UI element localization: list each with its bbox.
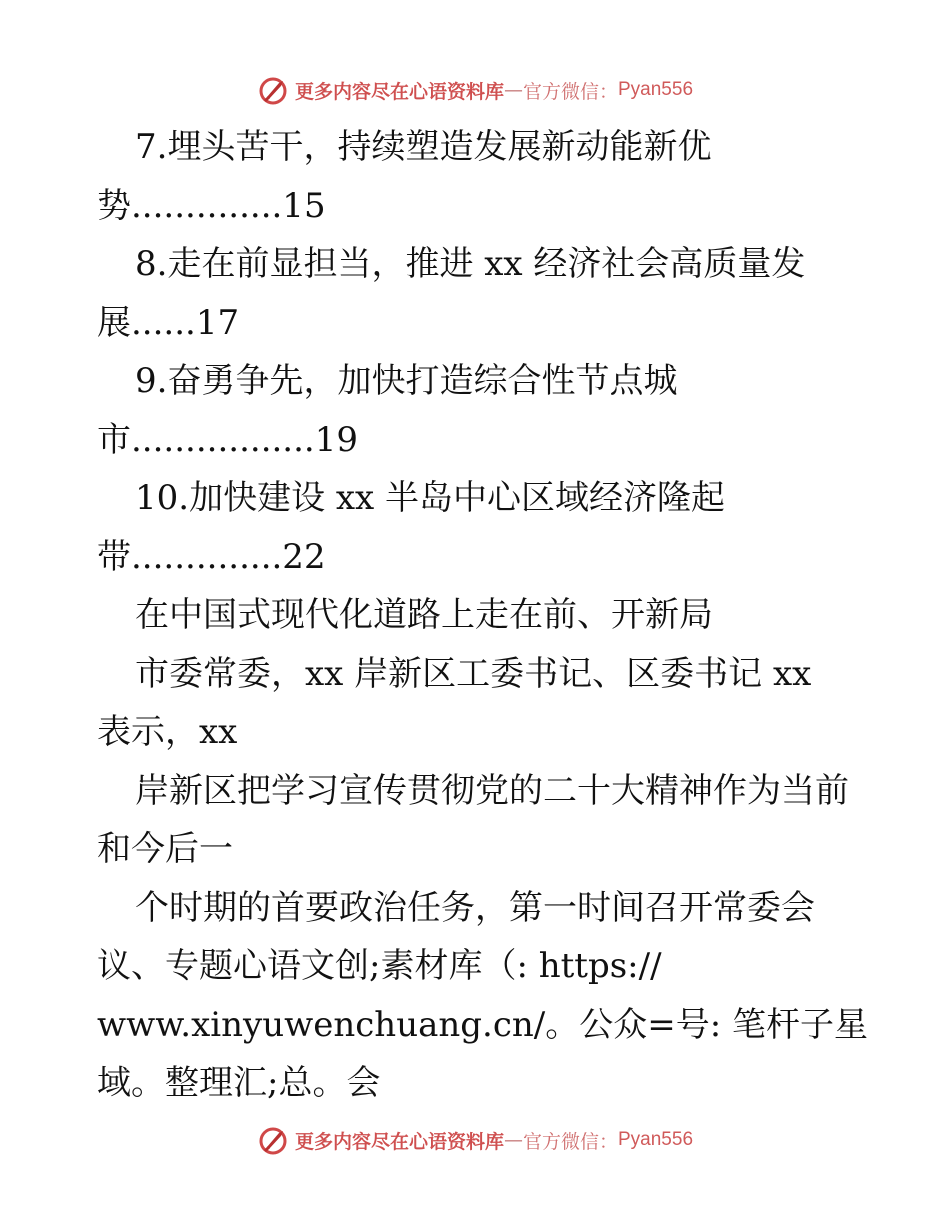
watermark-footer	[0, 1120, 950, 1160]
text-line: 带..............22	[97, 536, 326, 577]
text-line: 在中国式现代化道路上走在前、开新局	[135, 595, 713, 635]
text-line: 市委常委，xx 岸新区工委书记、区委书记 xx	[135, 653, 812, 694]
text-line: 表示，xx	[97, 712, 238, 752]
watermark-prefix: 官方微信：	[522, 80, 618, 103]
document-body	[97, 118, 868, 1113]
watermark-main-text: 更多内容尽在心语资料库	[294, 80, 504, 103]
watermark-handle: Pyan556	[618, 1129, 694, 1150]
ink-brush-logo-icon	[257, 1123, 291, 1157]
text-line: 展......17	[97, 302, 240, 343]
text-line: 议、专题心语文创;素材库（: https://	[97, 946, 662, 986]
text-line: 10.加快建设 xx 半岛中心区域经济隆起	[135, 478, 726, 518]
text-line: 9.奋勇争先，加快打造综合性节点城	[135, 361, 678, 401]
text-line: 7.埋头苦干，持续塑造发展新动能新优	[135, 127, 712, 167]
text-line: www.xinyuwenchuang.cn/。公众=号: 笔杆子星	[97, 1004, 868, 1045]
watermark-separator: —	[503, 79, 523, 101]
watermark-handle: Pyan556	[618, 79, 694, 100]
text-line: 势..............15	[97, 185, 326, 226]
text-line: 域。整理汇;总。会	[97, 1063, 381, 1103]
ink-brush-logo-icon	[257, 73, 291, 107]
text-line: 岸新区把学习宣传贯彻党的二十大精神作为当前	[135, 770, 849, 811]
watermark-separator: —	[503, 1129, 523, 1151]
text-line: 个时期的首要政治任务，第一时间召开常委会	[135, 887, 815, 928]
text-line: 市.................19	[97, 419, 358, 460]
watermark-prefix: 官方微信：	[522, 1130, 618, 1153]
watermark-header	[0, 70, 950, 110]
watermark-main-text: 更多内容尽在心语资料库	[294, 1130, 504, 1153]
text-line: 8.走在前显担当，推进 xx 经济社会高质量发	[135, 244, 806, 284]
text-line: 和今后一	[97, 829, 233, 869]
